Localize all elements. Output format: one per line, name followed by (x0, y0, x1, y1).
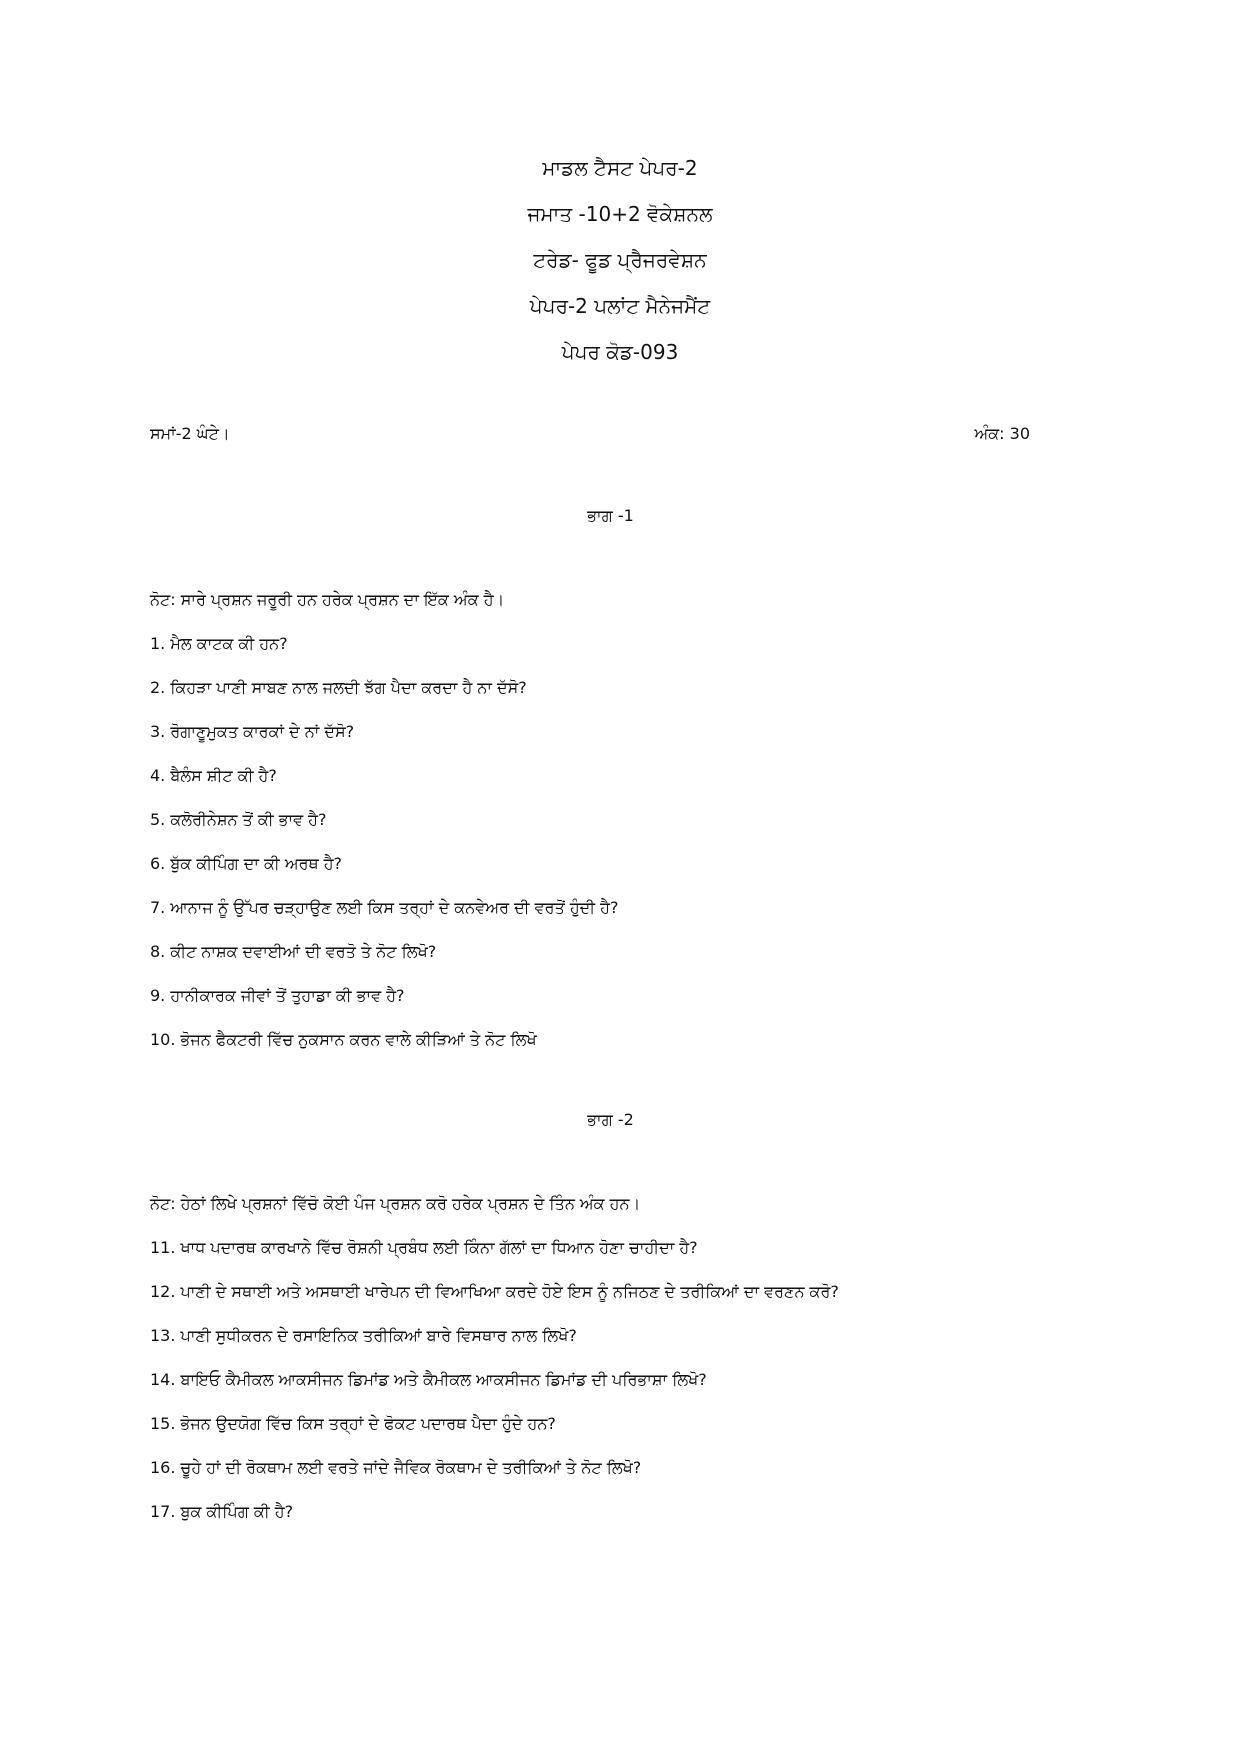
question-17: 17. ਬੁਕ ਕੀਪਿੰਗ ਕੀ ਹੈ? (150, 1502, 294, 1521)
part1-block (150, 588, 1050, 1072)
exam-marks: ਅੰਕ: 30 (974, 424, 1030, 443)
part2-title-wrap (0, 1110, 1241, 1130)
class-line: ਜਮਾਤ -10+2 ਵੋਕੇਸ਼ਨਲ (527, 202, 713, 226)
part2-block (150, 1192, 1050, 1544)
question-9: 9. ਹਾਨੀਕਾਰਕ ਜੀਵਾਂ ਤੋਂ ਤੁਹਾਡਾ ਕੀ ਭਾਵ ਹੈ? (150, 986, 405, 1005)
question-10: 10. ਭੋਜਨ ਫੈਕਟਰੀ ਵਿੱਚ ਨੁਕਸਾਨ ਕਰਨ ਵਾਲੇ ਕੀੜਿਆਂ ਤੇ ਨੋਟ ਲਿਖੋ (150, 1030, 537, 1049)
exam-time: ਸਮਾਂ-2 ਘੰਟੇ। (150, 424, 230, 443)
paper-title: ਮਾਡਲ ਟੈਸਟ ਪੇਪਰ-2 (542, 156, 698, 180)
part2-title: ਭਾਗ -2 (587, 1110, 634, 1129)
question-13: 13. ਪਾਣੀ ਸੁਧੀਕਰਨ ਦੇ ਰਸਾਇਨਿਕ ਤਰੀਕਿਆਂ ਬਾਰੇ ਵਿਸਥਾਰ ਨਾਲ ਲਿਖੋ? (150, 1326, 577, 1345)
question-7: 7. ਆਨਾਜ ਨੂੰ ਉੱਪਰ ਚੜ੍ਹਾਉਣ ਲਈ ਕਿਸ ਤਰ੍ਹਾਂ ਦੇ ਕਨਵੇਅਰ ਦੀ ਵਰਤੋਂ ਹੁੰਦੀ ਹੈ? (150, 898, 619, 917)
question-15: 15. ਭੋਜਨ ਉਦਯੋਗ ਵਿੱਚ ਕਿਸ ਤਰ੍ਹਾਂ ਦੇ ਫੋਕਟ ਪਦਾਰਥ ਪੈਦਾ ਹੁੰਦੇ ਹਨ? (150, 1414, 556, 1433)
paper-header (0, 145, 1241, 375)
question-4: 4. ਬੈਲੰਸ ਸ਼ੀਟ ਕੀ ਹੈ? (150, 766, 277, 785)
trade-line: ਟਰੇਡ- ਫੂਡ ਪ੍ਰੈਜਰਵੇਸ਼ਨ (533, 248, 707, 272)
part1-title: ਭਾਗ -1 (587, 506, 634, 525)
exam-meta-row (150, 424, 1030, 444)
question-8: 8. ਕੀਟ ਨਾਸ਼ਕ ਦਵਾਈਆਂ ਦੀ ਵਰਤੋ ਤੇ ਨੋਟ ਲਿਖੋ? (150, 942, 437, 961)
question-5: 5. ਕਲੋਰੀਨੇਸ਼ਨ ਤੋਂ ਕੀ ਭਾਵ ਹੈ? (150, 810, 327, 829)
question-1: 1. ਮੈਲ ਕਾਟਕ ਕੀ ਹਨ? (150, 634, 288, 653)
question-3: 3. ਰੋਗਾਣੂਮੁਕਤ ਕਾਰਕਾਂ ਦੇ ਨਾਂ ਦੱਸੋ? (150, 722, 355, 741)
part2-note: ਨੋਟ: ਹੇਠਾਂ ਲਿਖੇ ਪ੍ਰਸ਼ਨਾਂ ਵਿੱਚੋ ਕੋਈ ਪੰਜ ਪ੍ਰਸ਼ਨ ਕਰੋ ਹਰੇਕ ਪ੍ਰਸ਼ਨ ਦੇ ਤਿੰਨ ਅੰਕ ਹਨ। (150, 1194, 641, 1213)
part1-note: ਨੋਟ: ਸਾਰੇ ਪ੍ਰਸ਼ਨ ਜਰੂਰੀ ਹਨ ਹਰੇਕ ਪ੍ਰਸ਼ਨ ਦਾ ਇੱਕ ਅੰਕ ਹੈ। (150, 590, 505, 609)
question-2: 2. ਕਿਹੜਾ ਪਾਣੀ ਸਾਬਣ ਨਾਲ ਜਲਦੀ ਝੱਗ ਪੈਦਾ ਕਰਦਾ ਹੈ ਨਾ ਦੱਸੋ? (150, 678, 527, 697)
question-14: 14. ਬਾਇਓ ਕੈਮੀਕਲ ਆਕਸੀਜਨ ਡਿਮਾਂਡ ਅਤੇ ਕੈਮੀਕਲ ਆਕਸੀਜਨ ਡਿਮਾਂਡ ਦੀ ਪਰਿਭਾਸ਼ਾ ਲਿਖੋ? (150, 1370, 707, 1389)
paper-subject-line: ਪੇਪਰ-2 ਪਲਾਂਟ ਮੈਨੇਜਮੈਂਟ (529, 294, 711, 318)
paper-code-line: ਪੇਪਰ ਕੋਡ-093 (561, 340, 679, 364)
part1-title-wrap (0, 506, 1241, 526)
question-6: 6. ਬੁੱਕ ਕੀਪਿੰਗ ਦਾ ਕੀ ਅਰਥ ਹੈ? (150, 854, 343, 873)
question-12: 12. ਪਾਣੀ ਦੇ ਸਥਾਈ ਅਤੇ ਅਸਥਾਈ ਖਾਰੇਪਨ ਦੀ ਵਿਆਖਿਆ ਕਰਦੇ ਹੋਏ ਇਸ ਨੂੰ ਨਜਿਠਣ ਦੇ ਤਰੀਕਿਆਂ ਦਾ ਵਰਣਨ ਕਰੋ? (150, 1282, 839, 1301)
question-11: 11. ਖਾਧ ਪਦਾਰਥ ਕਾਰਖਾਨੇ ਵਿੱਚ ਰੋਸ਼ਨੀ ਪ੍ਰਬੰਧ ਲਈ ਕਿੰਨਾ ਗੱਲਾਂ ਦਾ ਧਿਆਨ ਹੋਣਾ ਚਾਹੀਦਾ ਹੈ? (150, 1238, 698, 1257)
question-16: 16. ਚੂਹੇ ਹਾਂ ਦੀ ਰੋਕਥਾਮ ਲਈ ਵਰਤੇ ਜਾਂਦੇ ਜੈਵਿਕ ਰੋਕਥਾਮ ਦੇ ਤਰੀਕਿਆਂ ਤੇ ਨੋਟ ਲਿਖੋ? (150, 1458, 642, 1477)
